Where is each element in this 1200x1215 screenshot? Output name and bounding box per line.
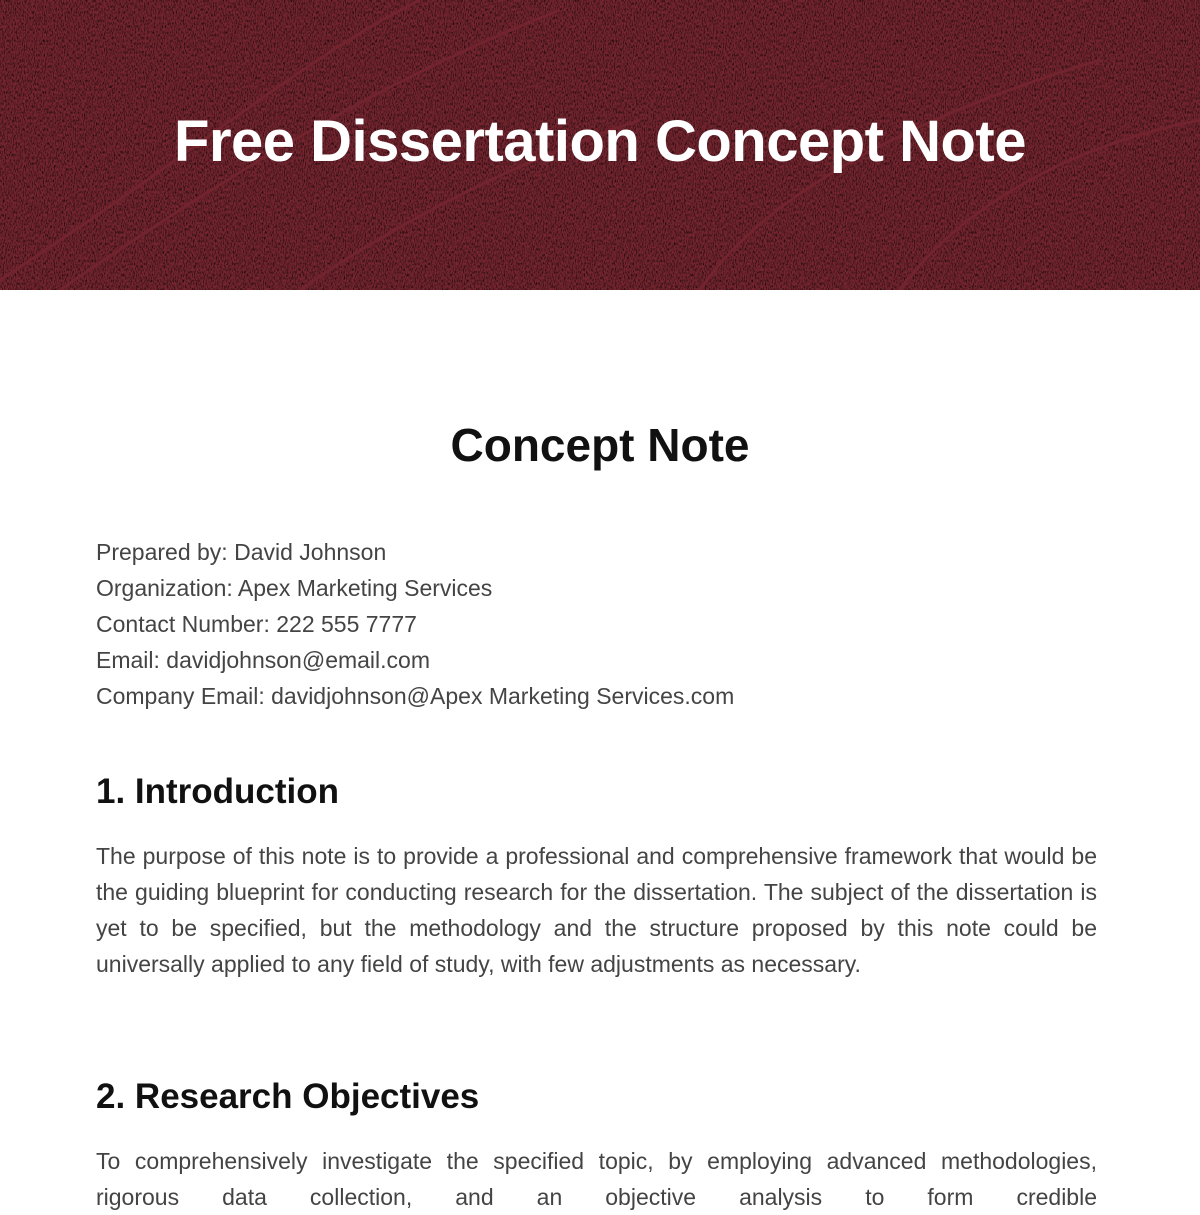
- section-body-research-objectives: To comprehensively investigate the specified topic, by employing advanced methodologies, rigorous data collection, and an objective analysis to form credible: [96, 1148, 1097, 1210]
- section-heading-research-objectives: 2. Research Objectives: [96, 1077, 480, 1116]
- document-meta: [96, 534, 734, 714]
- section-heading-introduction: 1. Introduction: [96, 772, 340, 811]
- email: Email: davidjohnson@email.com: [96, 647, 430, 673]
- company-email: Company Email: davidjohnson@Apex Marketing Services.com: [96, 683, 735, 709]
- organization: Organization: Apex Marketing Services: [96, 575, 493, 601]
- contact-number: Contact Number: 222 555 7777: [96, 611, 417, 637]
- header-banner: [0, 0, 1200, 290]
- section-body-introduction: The purpose of this note is to provide a professional and comprehensive framework that would be the guiding blueprint for conducting research for the dissertation. The subject of the dissertation is yet to be specified, but the methodology and the structure proposed by this note could be universally applied to any field of study, with few adjustments as necessary.: [96, 843, 1097, 977]
- banner-title: Free Dissertation Concept Note: [174, 109, 1026, 174]
- prepared-by: Prepared by: David Johnson: [96, 539, 387, 565]
- document-title: Concept Note: [450, 419, 750, 471]
